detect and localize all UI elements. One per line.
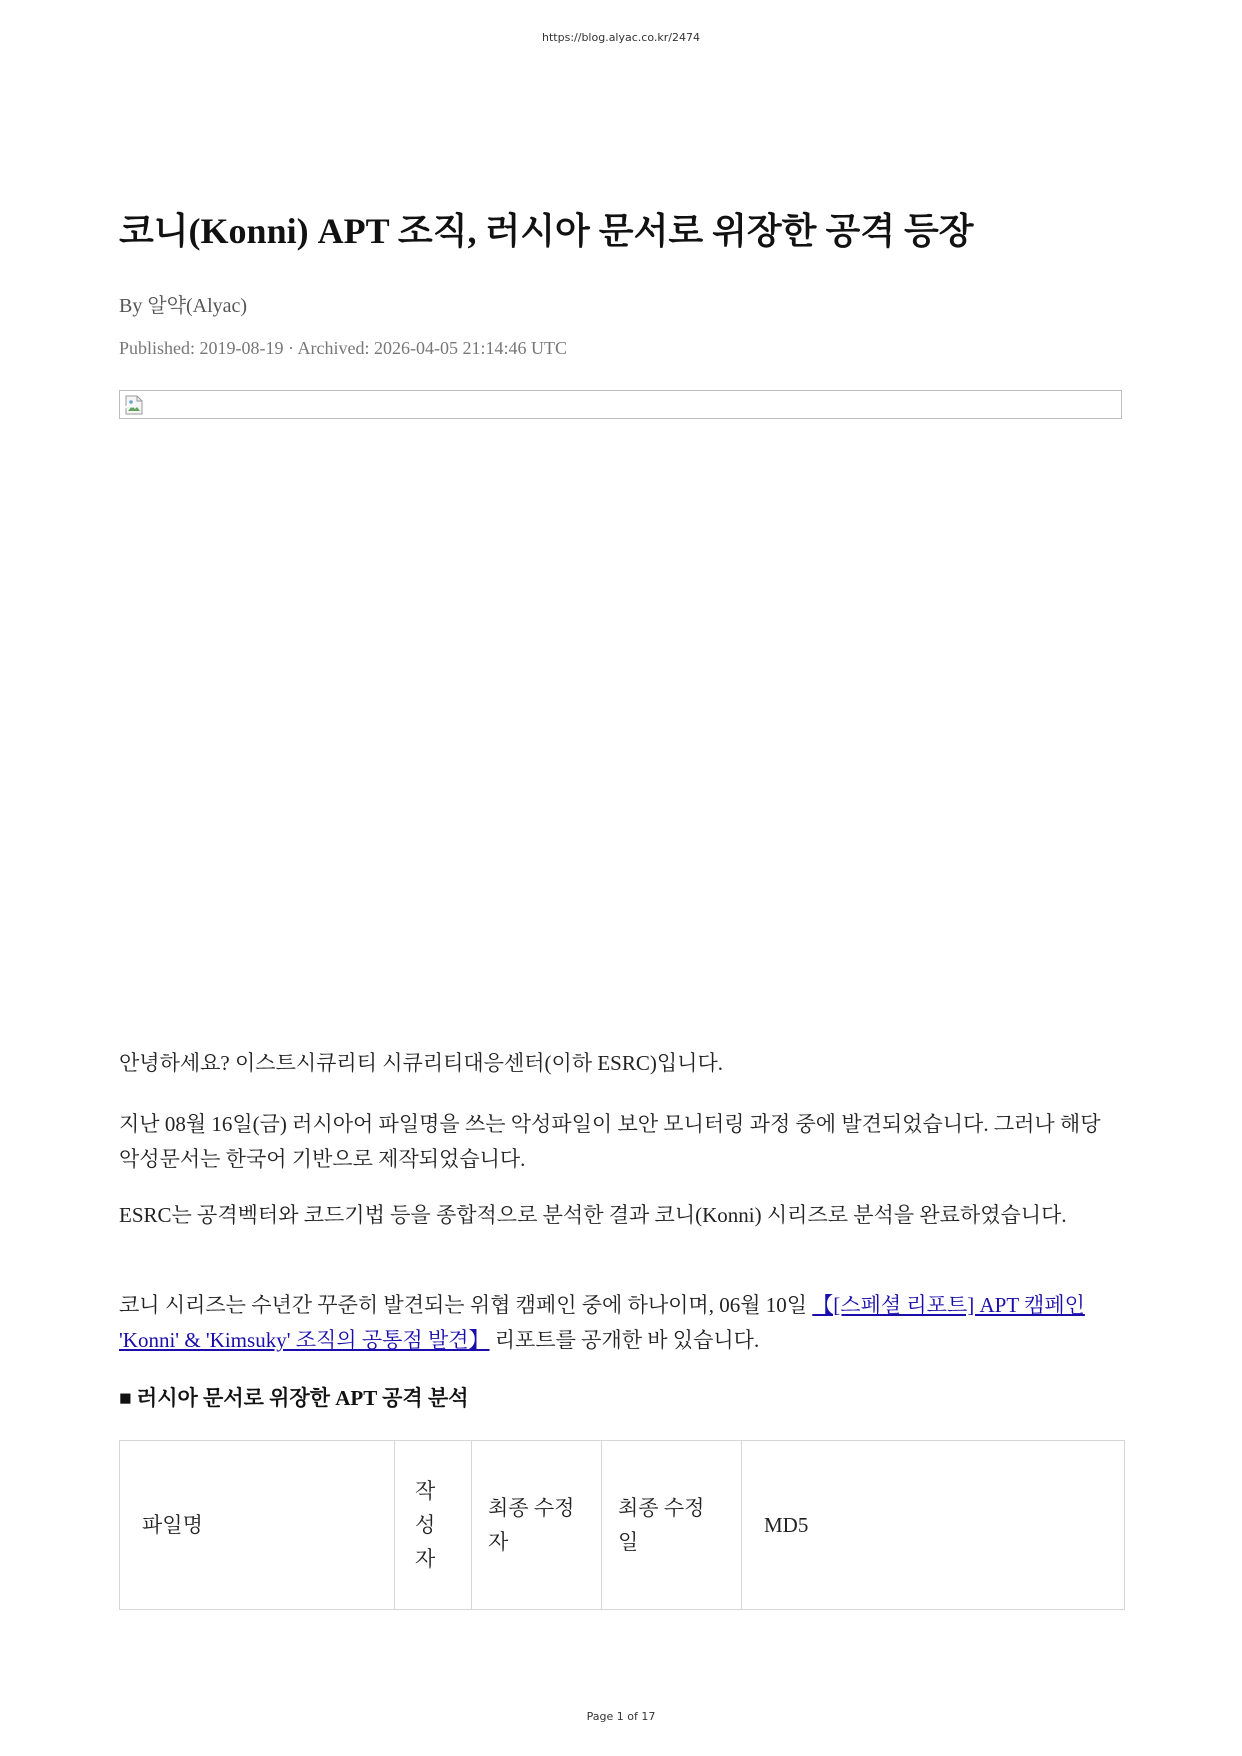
series-paragraph	[119, 1288, 1124, 1358]
analysis-paragraph: ESRC는 공격벡터와 코드기법 등을 종합적으로 분석한 결과 코니(Konni) 시리즈로 분석을 완료하였습니다.	[119, 1203, 1067, 1227]
series-text-before: 코니 시리즈는 수년간 꾸준히 발견되는 위협 캠페인 중에 하나이며, 06월 10일	[119, 1293, 813, 1317]
broken-image-icon	[123, 394, 145, 416]
article-byline: By 알약(Alyac)	[119, 295, 248, 317]
header-filename: 파일명	[120, 1441, 395, 1610]
discovery-paragraph: 지난 08월 16일(금) 러시아어 파일명을 쓰는 악성파일이 보안 모니터링 과정 중에 발견되었습니다. 그러나 해당 악성문서는 한국어 기반으로 제작되었습니다.	[119, 1112, 1101, 1171]
table-header-row	[120, 1441, 1125, 1610]
article-image	[119, 390, 1122, 419]
article-title: 코니(Konni) APT 조직, 러시아 문서로 위장한 공격 등장	[119, 211, 974, 251]
special-report-link[interactable]: 【[스페셜 리포트] APT 캠페인 'Konni' & 'Kimsuky' 조직의 공통점 발견】	[119, 1293, 1085, 1352]
header-author: 작성자	[395, 1441, 472, 1610]
series-text-after: 리포트를 공개한 바 있습니다.	[489, 1328, 760, 1352]
page-number: Page 1 of 17	[586, 1710, 656, 1723]
header-last-modified: 최종 수정일	[602, 1441, 742, 1610]
page-url: https://blog.alyac.co.kr/2474	[542, 31, 700, 44]
file-info-table	[119, 1440, 1125, 1610]
header-md5: MD5	[742, 1441, 1125, 1610]
section-heading: ■ 러시아 문서로 위장한 APT 공격 분석	[119, 1386, 469, 1410]
intro-paragraph: 안녕하세요? 이스트시큐리티 시큐리티대응센터(이하 ESRC)입니다.	[119, 1051, 723, 1075]
article-meta: Published: 2019-08-19 · Archived: 2026-04-05 21:14:46 UTC	[119, 338, 567, 358]
header-last-editor: 최종 수정자	[472, 1441, 602, 1610]
